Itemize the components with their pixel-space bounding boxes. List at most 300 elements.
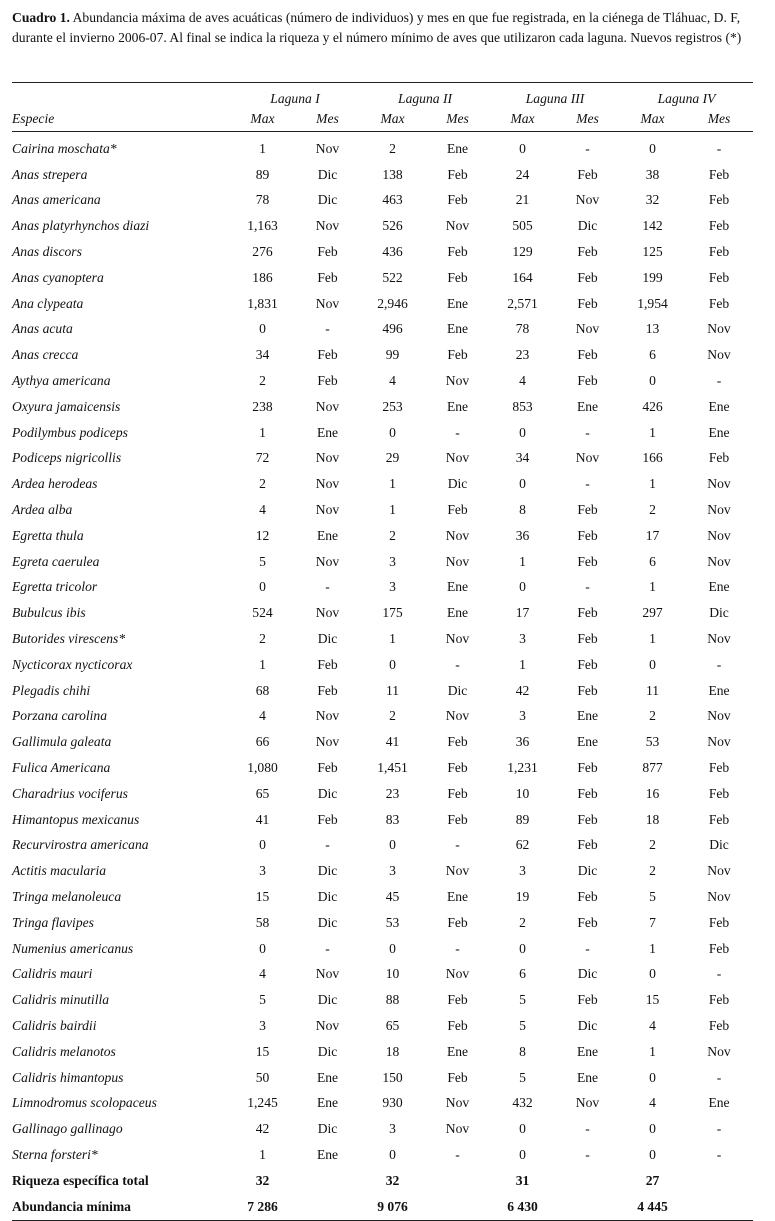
cell-mes-laguna-3: Feb: [577, 527, 598, 543]
table-row: [12, 471, 753, 497]
cell-mes-laguna-3: Feb: [577, 347, 598, 363]
cell-max-laguna-1: 50: [255, 1069, 270, 1085]
cell-mes-laguna-3: Ene: [576, 1069, 599, 1085]
cell-mes-laguna-2: -: [455, 656, 460, 672]
cell-species: Calidris himantopus: [12, 1069, 124, 1085]
cell-max-laguna-2: 11: [385, 682, 400, 698]
cell-max-laguna-2: 0: [389, 1146, 396, 1162]
cell-max-laguna-2: 930: [382, 1095, 403, 1111]
cell-max-laguna-3: 1: [519, 553, 526, 569]
cell-mes-laguna-4: Nov: [707, 889, 731, 904]
table-row: [12, 213, 753, 239]
cell-mes-laguna-1: Dic: [317, 166, 338, 182]
table-row: [12, 265, 753, 291]
empty-cell: [555, 1168, 620, 1194]
table-row: [12, 626, 753, 652]
cell-max-laguna-4: 15: [645, 992, 660, 1008]
cell-max-laguna-2: 83: [385, 811, 400, 827]
table-row: [12, 704, 753, 730]
table-row: [12, 600, 753, 626]
cell-max-laguna-2: 0: [389, 837, 396, 853]
cell-mes-laguna-4: Ene: [708, 424, 730, 440]
cell-max-laguna-4: 125: [642, 244, 663, 260]
cell-max-laguna-1: 3: [259, 863, 266, 879]
cell-mes-laguna-3: Nov: [575, 450, 600, 466]
cell-mes-laguna-4: Feb: [708, 992, 730, 1008]
cell-mes-laguna-2: Ene: [446, 140, 469, 156]
cell-mes-laguna-1: Ene: [316, 1095, 339, 1111]
cell-mes-laguna-2: Feb: [447, 760, 468, 776]
cell-species: Anas americana: [12, 192, 101, 208]
cell-max-laguna-3: 129: [512, 244, 533, 260]
cell-max-laguna-1: 2: [259, 373, 266, 389]
cell-max-laguna-1: 4: [259, 502, 266, 518]
cell-max-laguna-2: 65: [385, 1017, 400, 1033]
cell-mes-laguna-1: Nov: [315, 1017, 340, 1033]
cell-max-laguna-4: 16: [645, 785, 660, 801]
cell-mes-laguna-3: Feb: [577, 244, 598, 260]
cell-max-laguna-3: 3: [519, 863, 526, 879]
empty-cell: [685, 1168, 753, 1194]
cell-mes-laguna-3: Feb: [577, 914, 598, 930]
table-row: [12, 132, 753, 162]
cell-mes-laguna-2: Ene: [446, 295, 469, 311]
table-row: [12, 394, 753, 420]
table-row: [12, 1065, 753, 1091]
cell-max-laguna-4: 0: [649, 140, 656, 156]
table-row: [12, 188, 753, 214]
header-mes: Mes: [295, 107, 360, 132]
cell-mes-laguna-2: Nov: [445, 631, 470, 647]
cell-mes-laguna-4: Feb: [708, 244, 730, 260]
cell-mes-laguna-4: Nov: [707, 476, 731, 492]
cell-max-laguna-1: 1,163: [247, 218, 278, 234]
cell-mes-laguna-3: -: [585, 579, 590, 595]
cell-mes-laguna-3: Ene: [576, 1043, 599, 1059]
cell-species: Anas strepera: [12, 166, 88, 182]
cell-mes-laguna-4: Feb: [708, 914, 730, 930]
cell-max-laguna-3: 42: [515, 682, 530, 698]
cell-max-laguna-1: 1,831: [247, 295, 278, 311]
cell-max-laguna-1: 89: [255, 166, 270, 182]
cell-mes-laguna-3: Feb: [577, 605, 598, 621]
empty-cell: [295, 1194, 360, 1221]
table-row: [12, 833, 753, 859]
cell-mes-laguna-1: Dic: [317, 889, 338, 904]
cell-max-laguna-3: 0: [519, 140, 526, 156]
cell-mes-laguna-2: Nov: [445, 527, 470, 543]
cell-mes-laguna-1: Nov: [315, 553, 340, 569]
cell-mes-laguna-2: Nov: [445, 708, 470, 724]
cell-max-laguna-4: 1: [649, 424, 656, 440]
cell-species: Aythya americana: [12, 373, 111, 389]
cell-species: Nycticorax nycticorax: [12, 656, 133, 672]
cell-mes-laguna-1: Ene: [316, 1146, 339, 1162]
cell-mes-laguna-3: Feb: [577, 811, 598, 827]
cell-max-laguna-1: 12: [255, 527, 270, 543]
cell-max-laguna-2: 2: [389, 527, 396, 543]
cell-mes-laguna-3: Feb: [577, 837, 598, 853]
cell-max-laguna-2: 10: [385, 966, 400, 982]
cell-max-laguna-3: 853: [512, 398, 533, 414]
cell-mes-laguna-4: -: [716, 140, 722, 156]
cell-max-laguna-2: 88: [385, 992, 400, 1008]
cell-max-laguna-3: 1: [519, 656, 526, 672]
table-row: [12, 317, 753, 343]
cell-mes-laguna-1: Feb: [317, 373, 338, 389]
cell-mes-laguna-2: Nov: [445, 450, 470, 466]
cell-max-laguna-4: 4: [649, 1095, 656, 1111]
cell-max-laguna-4: 426: [642, 398, 663, 414]
cell-mes-laguna-4: Feb: [708, 1017, 730, 1033]
cell-mes-laguna-1: Dic: [317, 863, 338, 879]
cell-max-laguna-2: 1: [389, 502, 396, 518]
cell-species: Himantopus mexicanus: [12, 811, 140, 827]
cell-max-laguna-3: 8: [519, 502, 526, 518]
table-row: [12, 755, 753, 781]
cell-max-laguna-2: 23: [385, 785, 400, 801]
cell-max-laguna-1: 3: [259, 1017, 266, 1033]
table-row: [12, 342, 753, 368]
cell-max-laguna-1: 276: [252, 244, 273, 260]
cell-mes-laguna-4: Ene: [708, 579, 730, 595]
cell-max-laguna-2: 45: [385, 889, 400, 904]
cell-species: Calidris bairdii: [12, 1017, 97, 1033]
cell-max-laguna-1: 1,245: [247, 1095, 278, 1111]
cell-mes-laguna-1: Feb: [317, 347, 338, 363]
cell-mes-laguna-1: Dic: [317, 992, 338, 1008]
cell-mes-laguna-2: Nov: [445, 373, 470, 389]
cell-max-laguna-2: 526: [382, 218, 403, 234]
cell-mes-laguna-1: Feb: [317, 811, 338, 827]
table-row: [12, 1039, 753, 1065]
cell-max-laguna-1: 58: [255, 914, 270, 930]
summary-value-laguna-2: 32: [385, 1172, 400, 1188]
cell-species: Tringa melanoleuca: [12, 889, 122, 904]
cell-max-laguna-4: 17: [645, 527, 660, 543]
cell-mes-laguna-1: Nov: [315, 605, 340, 621]
empty-cell: [425, 1168, 490, 1194]
cell-max-laguna-2: 2: [389, 140, 396, 156]
cell-species: Bubulcus ibis: [12, 605, 86, 621]
cell-max-laguna-3: 5: [519, 1069, 526, 1085]
cell-species: Sterna forsteri*: [12, 1146, 98, 1162]
cell-species: Butorides virescens*: [12, 631, 126, 647]
cell-max-laguna-3: 0: [519, 476, 526, 492]
cell-max-laguna-1: 65: [255, 785, 270, 801]
table-row: [12, 884, 753, 910]
cell-mes-laguna-2: Ene: [446, 605, 469, 621]
cell-max-laguna-1: 0: [259, 321, 266, 337]
cell-species: Egretta tricolor: [12, 579, 98, 595]
cell-mes-laguna-4: Feb: [708, 295, 730, 311]
cell-max-laguna-2: 138: [382, 166, 403, 182]
cell-max-laguna-4: 38: [645, 166, 660, 182]
cell-max-laguna-4: 1,954: [637, 295, 668, 311]
cell-mes-laguna-4: Nov: [707, 553, 731, 569]
cell-mes-laguna-3: Nov: [575, 1095, 600, 1111]
cell-mes-laguna-1: Dic: [317, 1121, 338, 1137]
cell-mes-laguna-3: Feb: [577, 502, 598, 518]
cell-species: Cairina moschata*: [12, 140, 117, 156]
cell-species: Fulica Americana: [12, 760, 111, 776]
table-row: [12, 729, 753, 755]
cell-max-laguna-2: 2,946: [377, 295, 408, 311]
cell-mes-laguna-3: Feb: [577, 682, 598, 698]
cell-mes-laguna-2: Dic: [447, 682, 468, 698]
cell-max-laguna-3: 3: [519, 708, 526, 724]
cell-max-laguna-4: 7: [649, 914, 656, 930]
caption-label: Cuadro 1.: [12, 10, 70, 25]
cell-mes-laguna-4: -: [716, 966, 722, 982]
cell-max-laguna-2: 53: [385, 914, 400, 930]
cell-species: Anas platyrhynchos diazi: [12, 218, 150, 234]
table-body: [12, 132, 753, 1168]
cell-species: Ardea alba: [12, 502, 73, 518]
cell-species: Porzana carolina: [12, 708, 108, 724]
cell-mes-laguna-1: Dic: [317, 192, 338, 208]
table-row: [12, 781, 753, 807]
summary-value-laguna-1: 32: [255, 1172, 270, 1188]
cell-max-laguna-3: 36: [515, 734, 530, 750]
cell-mes-laguna-2: Feb: [447, 244, 468, 260]
cell-max-laguna-4: 1: [649, 940, 656, 956]
cell-max-laguna-3: 0: [519, 424, 526, 440]
cell-mes-laguna-3: -: [585, 476, 590, 492]
cell-species: Egreta caerulea: [12, 553, 100, 569]
cell-mes-laguna-2: Nov: [445, 1121, 470, 1137]
cell-max-laguna-1: 42: [255, 1121, 270, 1137]
cell-mes-laguna-4: Nov: [707, 631, 731, 647]
cell-mes-laguna-2: Feb: [447, 734, 468, 750]
cell-max-laguna-4: 0: [649, 966, 656, 982]
table-row: [12, 652, 753, 678]
cell-max-laguna-2: 3: [389, 863, 396, 879]
cell-max-laguna-3: 23: [515, 347, 530, 363]
cell-mes-laguna-3: Feb: [577, 760, 598, 776]
cell-mes-laguna-2: Nov: [445, 1095, 470, 1111]
cell-max-laguna-1: 15: [255, 889, 270, 904]
group-laguna-4: Laguna IV: [620, 83, 753, 108]
cell-mes-laguna-4: -: [716, 1146, 722, 1162]
cell-max-laguna-2: 1: [389, 631, 396, 647]
cell-max-laguna-1: 524: [252, 605, 273, 621]
cell-mes-laguna-1: Feb: [317, 760, 338, 776]
cell-max-laguna-3: 0: [519, 940, 526, 956]
cell-max-laguna-1: 1: [259, 140, 266, 156]
cell-species: Numenius americanus: [12, 940, 134, 956]
cell-max-laguna-4: 0: [649, 373, 656, 389]
cell-max-laguna-1: 5: [259, 992, 266, 1008]
cell-max-laguna-1: 4: [259, 708, 266, 724]
cell-mes-laguna-1: Nov: [315, 295, 340, 311]
cell-mes-laguna-4: -: [716, 373, 722, 389]
bird-abundance-table: [12, 82, 753, 1221]
cell-max-laguna-3: 19: [515, 889, 530, 904]
cell-max-laguna-3: 24: [515, 166, 530, 182]
cell-mes-laguna-4: Nov: [707, 863, 731, 879]
cell-max-laguna-2: 3: [389, 1121, 396, 1137]
cell-max-laguna-3: 505: [512, 218, 533, 234]
cell-max-laguna-3: 4: [519, 373, 526, 389]
cell-max-laguna-2: 3: [389, 553, 396, 569]
cell-max-laguna-1: 1: [259, 424, 266, 440]
cell-mes-laguna-2: Feb: [447, 1017, 468, 1033]
cell-mes-laguna-1: Feb: [317, 682, 338, 698]
cell-max-laguna-4: 5: [649, 889, 656, 904]
cell-mes-laguna-4: Ene: [708, 1095, 730, 1111]
cell-max-laguna-4: 0: [649, 1069, 656, 1085]
cell-mes-laguna-2: Feb: [447, 811, 468, 827]
cell-mes-laguna-1: Nov: [315, 966, 340, 982]
cell-max-laguna-4: 2: [649, 708, 656, 724]
cell-mes-laguna-1: Ene: [316, 527, 339, 543]
empty-cell: [295, 1168, 360, 1194]
cell-mes-laguna-1: Dic: [317, 785, 338, 801]
cell-max-laguna-1: 15: [255, 1043, 270, 1059]
cell-mes-laguna-2: Nov: [445, 966, 470, 982]
cell-max-laguna-4: 18: [645, 811, 660, 827]
cell-mes-laguna-4: Ene: [708, 682, 730, 698]
cell-mes-laguna-3: Nov: [575, 321, 600, 337]
cell-mes-laguna-2: Feb: [447, 992, 468, 1008]
cell-species: Ana clypeata: [12, 295, 84, 311]
cell-species: Gallinago gallinago: [12, 1121, 123, 1137]
cell-mes-laguna-3: -: [585, 1121, 590, 1137]
cell-species: Calidris minutilla: [12, 992, 110, 1008]
header-max: Max: [620, 107, 685, 132]
cell-species: Calidris mauri: [12, 966, 93, 982]
cell-mes-laguna-3: Dic: [577, 1017, 598, 1033]
table-row: [12, 1142, 753, 1168]
summary-row: [12, 1168, 753, 1194]
summary-value-laguna-4: 4 445: [620, 1194, 685, 1221]
cell-mes-laguna-2: Ene: [446, 398, 469, 414]
cell-max-laguna-4: 0: [649, 1121, 656, 1137]
cell-max-laguna-4: 32: [645, 192, 660, 208]
cell-max-laguna-2: 522: [382, 269, 403, 285]
cell-max-laguna-4: 0: [649, 1146, 656, 1162]
cell-species: Plegadis chihi: [12, 682, 91, 698]
cell-mes-laguna-2: Feb: [447, 166, 468, 182]
cell-mes-laguna-1: Nov: [315, 708, 340, 724]
table-row: [12, 910, 753, 936]
cell-mes-laguna-2: Feb: [447, 1069, 468, 1085]
table-summary: [12, 1168, 753, 1221]
cell-mes-laguna-4: Feb: [708, 811, 730, 827]
cell-species: Oxyura jamaicensis: [12, 398, 121, 414]
cell-mes-laguna-3: Ene: [576, 398, 599, 414]
header-max: Max: [230, 107, 295, 132]
cell-max-laguna-1: 34: [255, 347, 270, 363]
table-row: [12, 1090, 753, 1116]
cell-mes-laguna-1: -: [325, 940, 330, 956]
cell-max-laguna-4: 166: [642, 450, 663, 466]
cell-max-laguna-2: 0: [389, 940, 396, 956]
caption-text: Abundancia máxima de aves acuáticas (número de individuos) y mes en que fue registrada, en la ciénega de Tláhuac, D. F, durante el invierno 2006-07. Al final se indica la riqueza y el número mínimo de aves que utilizaron cada laguna. Nuevos registros (*): [12, 10, 742, 45]
cell-mes-laguna-4: Dic: [709, 605, 729, 621]
cell-mes-laguna-3: Ene: [576, 708, 599, 724]
cell-species: Anas crecca: [12, 347, 79, 363]
header-column-row: [12, 107, 753, 132]
cell-mes-laguna-3: Dic: [577, 966, 598, 982]
cell-mes-laguna-3: -: [585, 140, 590, 156]
cell-max-laguna-1: 0: [259, 837, 266, 853]
cell-max-laguna-2: 496: [382, 321, 403, 337]
summary-value-laguna-2: 9 076: [360, 1194, 425, 1221]
cell-mes-laguna-3: Feb: [577, 889, 598, 904]
group-laguna-3: Laguna III: [490, 83, 620, 108]
cell-max-laguna-4: 1: [649, 631, 656, 647]
cell-mes-laguna-3: -: [585, 1146, 590, 1162]
cell-max-laguna-1: 186: [252, 269, 273, 285]
cell-max-laguna-3: 89: [515, 811, 530, 827]
cell-max-laguna-4: 6: [649, 347, 656, 363]
cell-mes-laguna-1: Feb: [317, 244, 338, 260]
cell-mes-laguna-2: Feb: [447, 785, 468, 801]
cell-max-laguna-4: 4: [649, 1017, 656, 1033]
cell-species: Podilymbus podiceps: [12, 424, 128, 440]
cell-max-laguna-3: 36: [515, 527, 530, 543]
cell-mes-laguna-2: Feb: [447, 502, 468, 518]
header-especie: Especie: [12, 107, 230, 132]
cell-max-laguna-4: 142: [642, 218, 663, 234]
table-row: [12, 162, 753, 188]
table-row: [12, 368, 753, 394]
cell-mes-laguna-4: -: [716, 1069, 722, 1085]
cell-mes-laguna-4: Feb: [708, 940, 730, 956]
cell-mes-laguna-2: -: [455, 940, 460, 956]
summary-label: Abundancia mínima: [12, 1194, 230, 1221]
cell-mes-laguna-1: -: [325, 579, 330, 595]
cell-max-laguna-3: 432: [512, 1095, 533, 1111]
cell-max-laguna-4: 53: [645, 734, 660, 750]
table-row: [12, 1116, 753, 1142]
cell-mes-laguna-4: Nov: [707, 527, 731, 543]
cell-species: Limnodromus scolopaceus: [12, 1095, 157, 1111]
cell-mes-laguna-4: Feb: [708, 192, 730, 208]
summary-value-laguna-4: 27: [645, 1172, 660, 1188]
table-row: [12, 858, 753, 884]
cell-max-laguna-2: 0: [389, 656, 396, 672]
cell-max-laguna-3: 0: [519, 1121, 526, 1137]
cell-mes-laguna-1: Dic: [317, 914, 338, 930]
cell-mes-laguna-1: Nov: [315, 476, 340, 492]
group-laguna-1: Laguna I: [230, 83, 360, 108]
cell-max-laguna-1: 66: [255, 734, 270, 750]
cell-mes-laguna-2: Nov: [445, 553, 470, 569]
cell-max-laguna-1: 41: [255, 811, 270, 827]
table-row: [12, 1013, 753, 1039]
table-row: [12, 291, 753, 317]
cell-max-laguna-4: 1: [649, 476, 656, 492]
group-laguna-2: Laguna II: [360, 83, 490, 108]
cell-max-laguna-4: 13: [645, 321, 660, 337]
cell-max-laguna-3: 34: [515, 450, 530, 466]
table-row: [12, 962, 753, 988]
cell-max-laguna-3: 21: [515, 192, 530, 208]
cell-max-laguna-4: 2: [649, 863, 656, 879]
cell-mes-laguna-1: Nov: [315, 502, 340, 518]
cell-mes-laguna-3: Feb: [577, 269, 598, 285]
cell-species: Anas cyanoptera: [12, 269, 104, 285]
cell-max-laguna-2: 29: [385, 450, 400, 466]
table-row: [12, 575, 753, 601]
cell-mes-laguna-3: Feb: [577, 785, 598, 801]
cell-species: Charadrius vociferus: [12, 785, 128, 801]
cell-max-laguna-3: 78: [515, 321, 530, 337]
cell-max-laguna-2: 2: [389, 708, 396, 724]
